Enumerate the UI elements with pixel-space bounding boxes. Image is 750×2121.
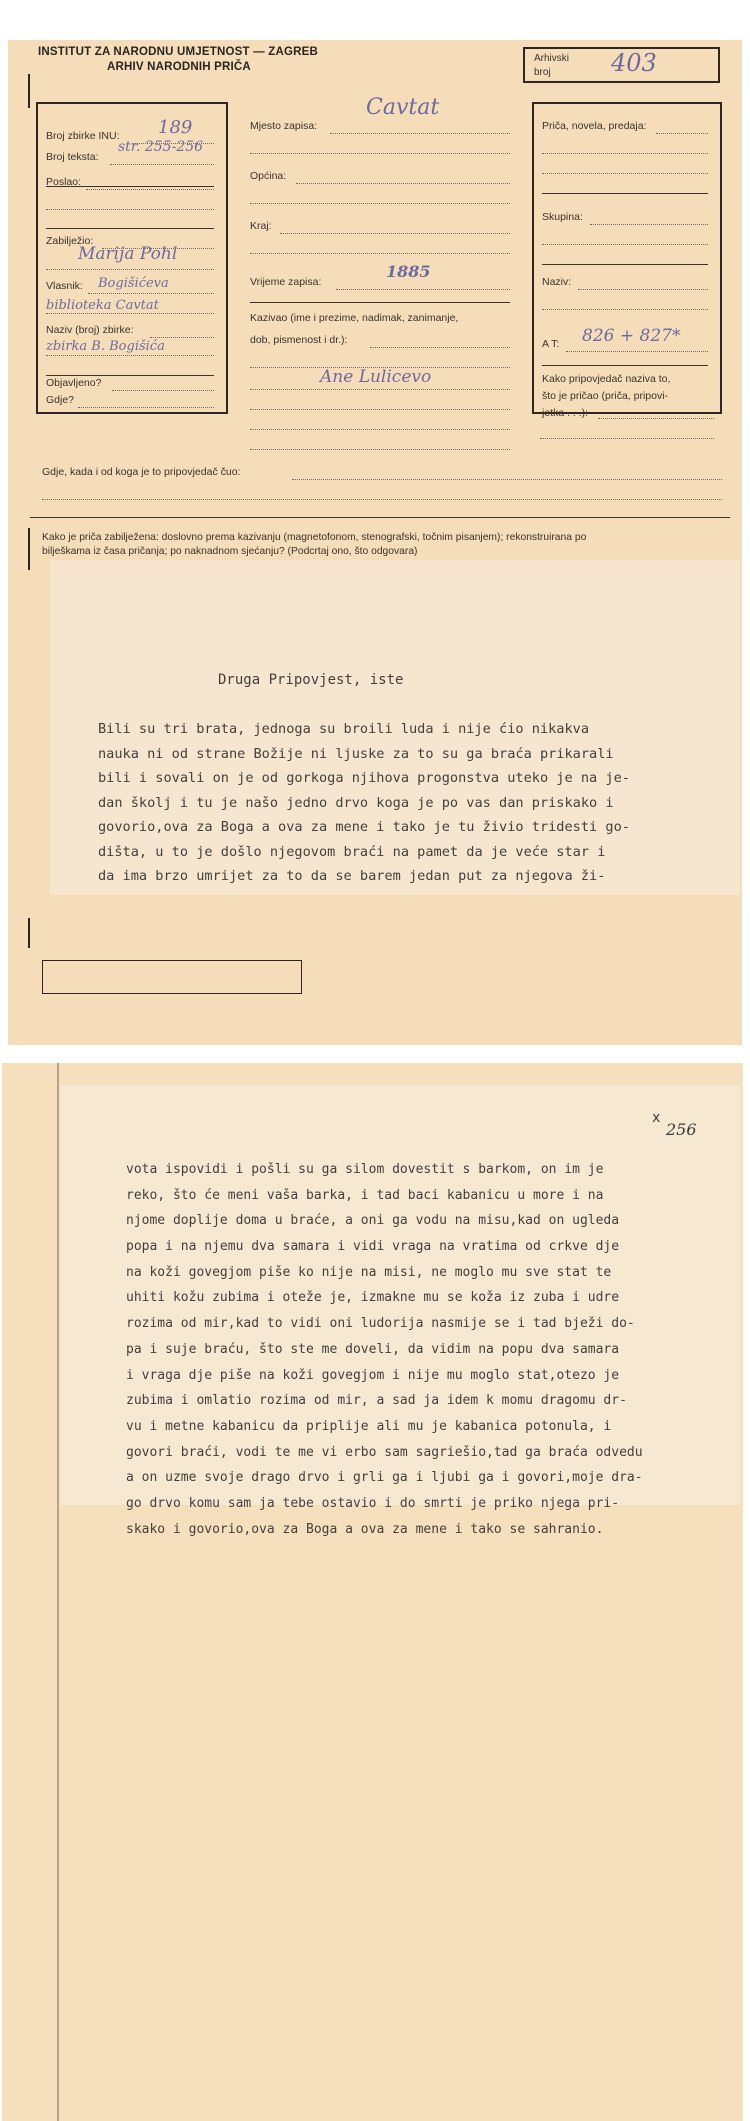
rule [542, 193, 708, 194]
rule [46, 375, 214, 376]
story-line: reko, što će meni vaša barka, i tad baci kabanicu u more i na [126, 1187, 604, 1203]
dotted-line [280, 233, 510, 234]
dotted-line [296, 183, 510, 184]
rule [542, 365, 708, 366]
dotted-line [336, 289, 510, 290]
dotted-line [86, 189, 214, 190]
archive-card-back [2, 1063, 743, 2121]
source-question-label: Gdje, kada i od koga je to pripovjedač čuo: [42, 466, 241, 478]
text-number-value: str. 255-256 [118, 139, 204, 155]
story-text-part-1 [98, 717, 630, 889]
dotted-line [656, 133, 708, 134]
binding-mark-3 [28, 918, 30, 948]
story-line: zubima i omlatio rozima od mir, a sad ja idem k momu dragomu dr- [126, 1393, 627, 1409]
dotted-line [542, 309, 708, 310]
collection-name-label: Naziv (broj) zbirke: [46, 324, 134, 336]
dotted-line [42, 499, 722, 500]
dotted-line [542, 173, 708, 174]
story-line: Bili su tri brata, jednoga su broili luda i nije ćio nikakva [98, 721, 590, 737]
recording-method-line-1: Kako je priča zabilježena: doslovno prema kazivanju (magnetofonom, stenografski, točnim pisanjem); rekonstruirana po [42, 532, 587, 543]
collection-number-label: Broj zbirke INU: [46, 130, 120, 142]
dotted-line [78, 407, 214, 408]
story-line: pa i suje braću, što ste me doveli, da vidim na popu dva samara [126, 1341, 620, 1357]
archive-number-value: 403 [611, 49, 657, 77]
dotted-line [250, 203, 510, 204]
dotted-line [566, 351, 708, 352]
narrator-label-2: dob, pismenost i dr.): [250, 334, 348, 346]
how-named-label-2: što je pričao (priča, pripovi- [542, 390, 669, 402]
margin-fold-line [57, 1063, 59, 2121]
story-line: uhiti kožu zubima i oteže je, izmakne mu se koža iz zuba i udre [126, 1290, 620, 1306]
dotted-line [370, 347, 510, 348]
recorded-by-value: Marija Pohl [78, 244, 178, 264]
left-column-box [36, 102, 228, 414]
place-label: Mjesto zapisa: [250, 120, 318, 132]
dotted-line [250, 153, 510, 154]
narrator-value: Ane Lulicevo [320, 367, 432, 387]
story-line: nauka ni od strane Božije ni ljuske za to su ga braća prikarali [98, 745, 614, 762]
date-value: 1885 [386, 262, 431, 281]
dotted-line [46, 313, 214, 314]
dotted-line [110, 164, 214, 165]
owner-value-2: biblioteka Cavtat [46, 298, 159, 313]
rule [542, 264, 708, 265]
name-label: Naziv: [542, 276, 572, 288]
group-label: Skupina: [542, 211, 583, 223]
story-line: govori braći, vodi te me vi erbo sam sagriešio,tad ga braća odvedu [126, 1444, 643, 1460]
story-line: da ima brzo umrijet za to da se barem jedan put za njegova ži- [98, 868, 606, 884]
dotted-line [88, 293, 214, 294]
story-line: govorio,ova za Boga a ova za mene i tako je tu živio tridesti go- [98, 819, 630, 835]
how-named-label-3: jetka . . .): [542, 407, 589, 419]
region-label: Kraj: [250, 220, 272, 232]
dotted-line [330, 133, 510, 134]
dotted-line [150, 337, 214, 338]
story-line: a on uzme svoje drago drvo i grli ga i ljubi ga i govori,moje dra- [126, 1470, 643, 1486]
dotted-line [542, 153, 708, 154]
recorded-by-label: Zabilježio: [46, 235, 94, 247]
dotted-line [112, 390, 214, 391]
story-line: skako i govorio,ova za Boga a ova za mene i tako se sahranio. [126, 1521, 604, 1537]
dotted-line [598, 418, 714, 419]
at-label: A T: [542, 338, 560, 350]
rule [46, 228, 214, 229]
at-value: 826 + 827* [582, 326, 681, 346]
story-line: dišta, u to je došlo njegovom braći na pamet da je veće star i [98, 843, 606, 860]
dotted-line [542, 244, 708, 245]
sent-by-label: Poslao: [46, 176, 82, 188]
dotted-line [46, 355, 214, 356]
dotted-line [250, 389, 510, 390]
story-line: dan školj i tu je našo jedno drvo koga je po vas dan priskako i [98, 794, 614, 811]
story-line: rozima od mir,kad to vidi oni ludorija nasmije se i tad bježi do- [126, 1316, 635, 1332]
institute-header: INSTITUT ZA NARODNU UMJETNOST — ZAGREB [38, 46, 318, 58]
story-title: Druga Pripovjest, iste [218, 672, 404, 688]
story-line: go drvo komu sam ja tebe ostavio i do smrti je priko njega pri- [126, 1495, 620, 1511]
empty-bottom-box [42, 960, 302, 994]
text-number-label: Broj teksta: [46, 151, 99, 163]
story-line: vota ispovidi i pošli su ga silom dovestit s barkom, on im je [126, 1162, 604, 1177]
story-text-part-2 [126, 1157, 643, 1542]
binding-mark-2 [28, 528, 30, 570]
right-column-box [532, 102, 722, 419]
archive-number-label: Arhivski [534, 53, 570, 64]
how-named-label-1: Kako pripovjedač naziva to, [542, 373, 671, 385]
published-label: Objavljeno? [46, 377, 102, 389]
narrator-label-1: Kazivao (ime i prezime, nadimak, zanimanje, [250, 312, 459, 324]
rule [250, 302, 510, 303]
municipality-label: Općina: [250, 170, 287, 182]
dotted-line [540, 438, 714, 439]
collection-number-value: 189 [158, 117, 193, 138]
owner-value-1: Bogišićeva [98, 276, 169, 291]
dotted-line [590, 224, 708, 225]
dotted-line [250, 429, 510, 430]
dotted-line [250, 409, 510, 410]
archive-number-label-2: broj [534, 67, 551, 78]
archive-header: ARHIV NARODNIH PRIČA [107, 61, 251, 73]
archive-number-box [523, 47, 720, 83]
archive-card-front [8, 40, 742, 1045]
date-label: Vrijeme zapisa: [250, 276, 322, 288]
owner-label: Vlasnik: [46, 280, 83, 292]
page-number: 256 [666, 1120, 697, 1139]
story-line: popa i na njemu dva samara i vidi vraga na vratima od crkve dje [126, 1239, 620, 1255]
dotted-line [292, 479, 722, 480]
story-line: njome doplije doma u braće, a oni ga vodu na misu,kad on ugleda [126, 1213, 620, 1229]
dotted-line [578, 289, 708, 290]
story-line: i vraga dje piše na koži govegjom i nije mu moglo stat,otezo je [126, 1367, 620, 1383]
dotted-line [46, 269, 214, 270]
dotted-line [46, 209, 214, 210]
dotted-line [250, 253, 510, 254]
story-line: na koži govegjom piše ko nije na misi, ne moglo mu sve stat te [126, 1264, 612, 1280]
place-value: Cavtat [366, 95, 440, 120]
story-line: bili i sovali on je od gorkoga njihova progonstva uteko je na je- [98, 770, 630, 786]
collection-name-value: zbirka B. Bogišića [46, 339, 165, 354]
dotted-line [250, 449, 510, 450]
where-label: Gdje? [46, 394, 75, 406]
binding-mark [28, 74, 30, 108]
story-line: vu i metne kabanicu da priplije ali mu je kabanica potonula, i [126, 1418, 612, 1434]
recording-method-line-2: bilješkama iz časa pričanja; po naknadnom sjećanju? (Podcrtaj ono, što odgovara) [42, 546, 418, 557]
strike-mark: x [652, 1110, 661, 1126]
story-type-label: Priča, novela, predaja: [542, 120, 647, 132]
rule [30, 517, 730, 518]
